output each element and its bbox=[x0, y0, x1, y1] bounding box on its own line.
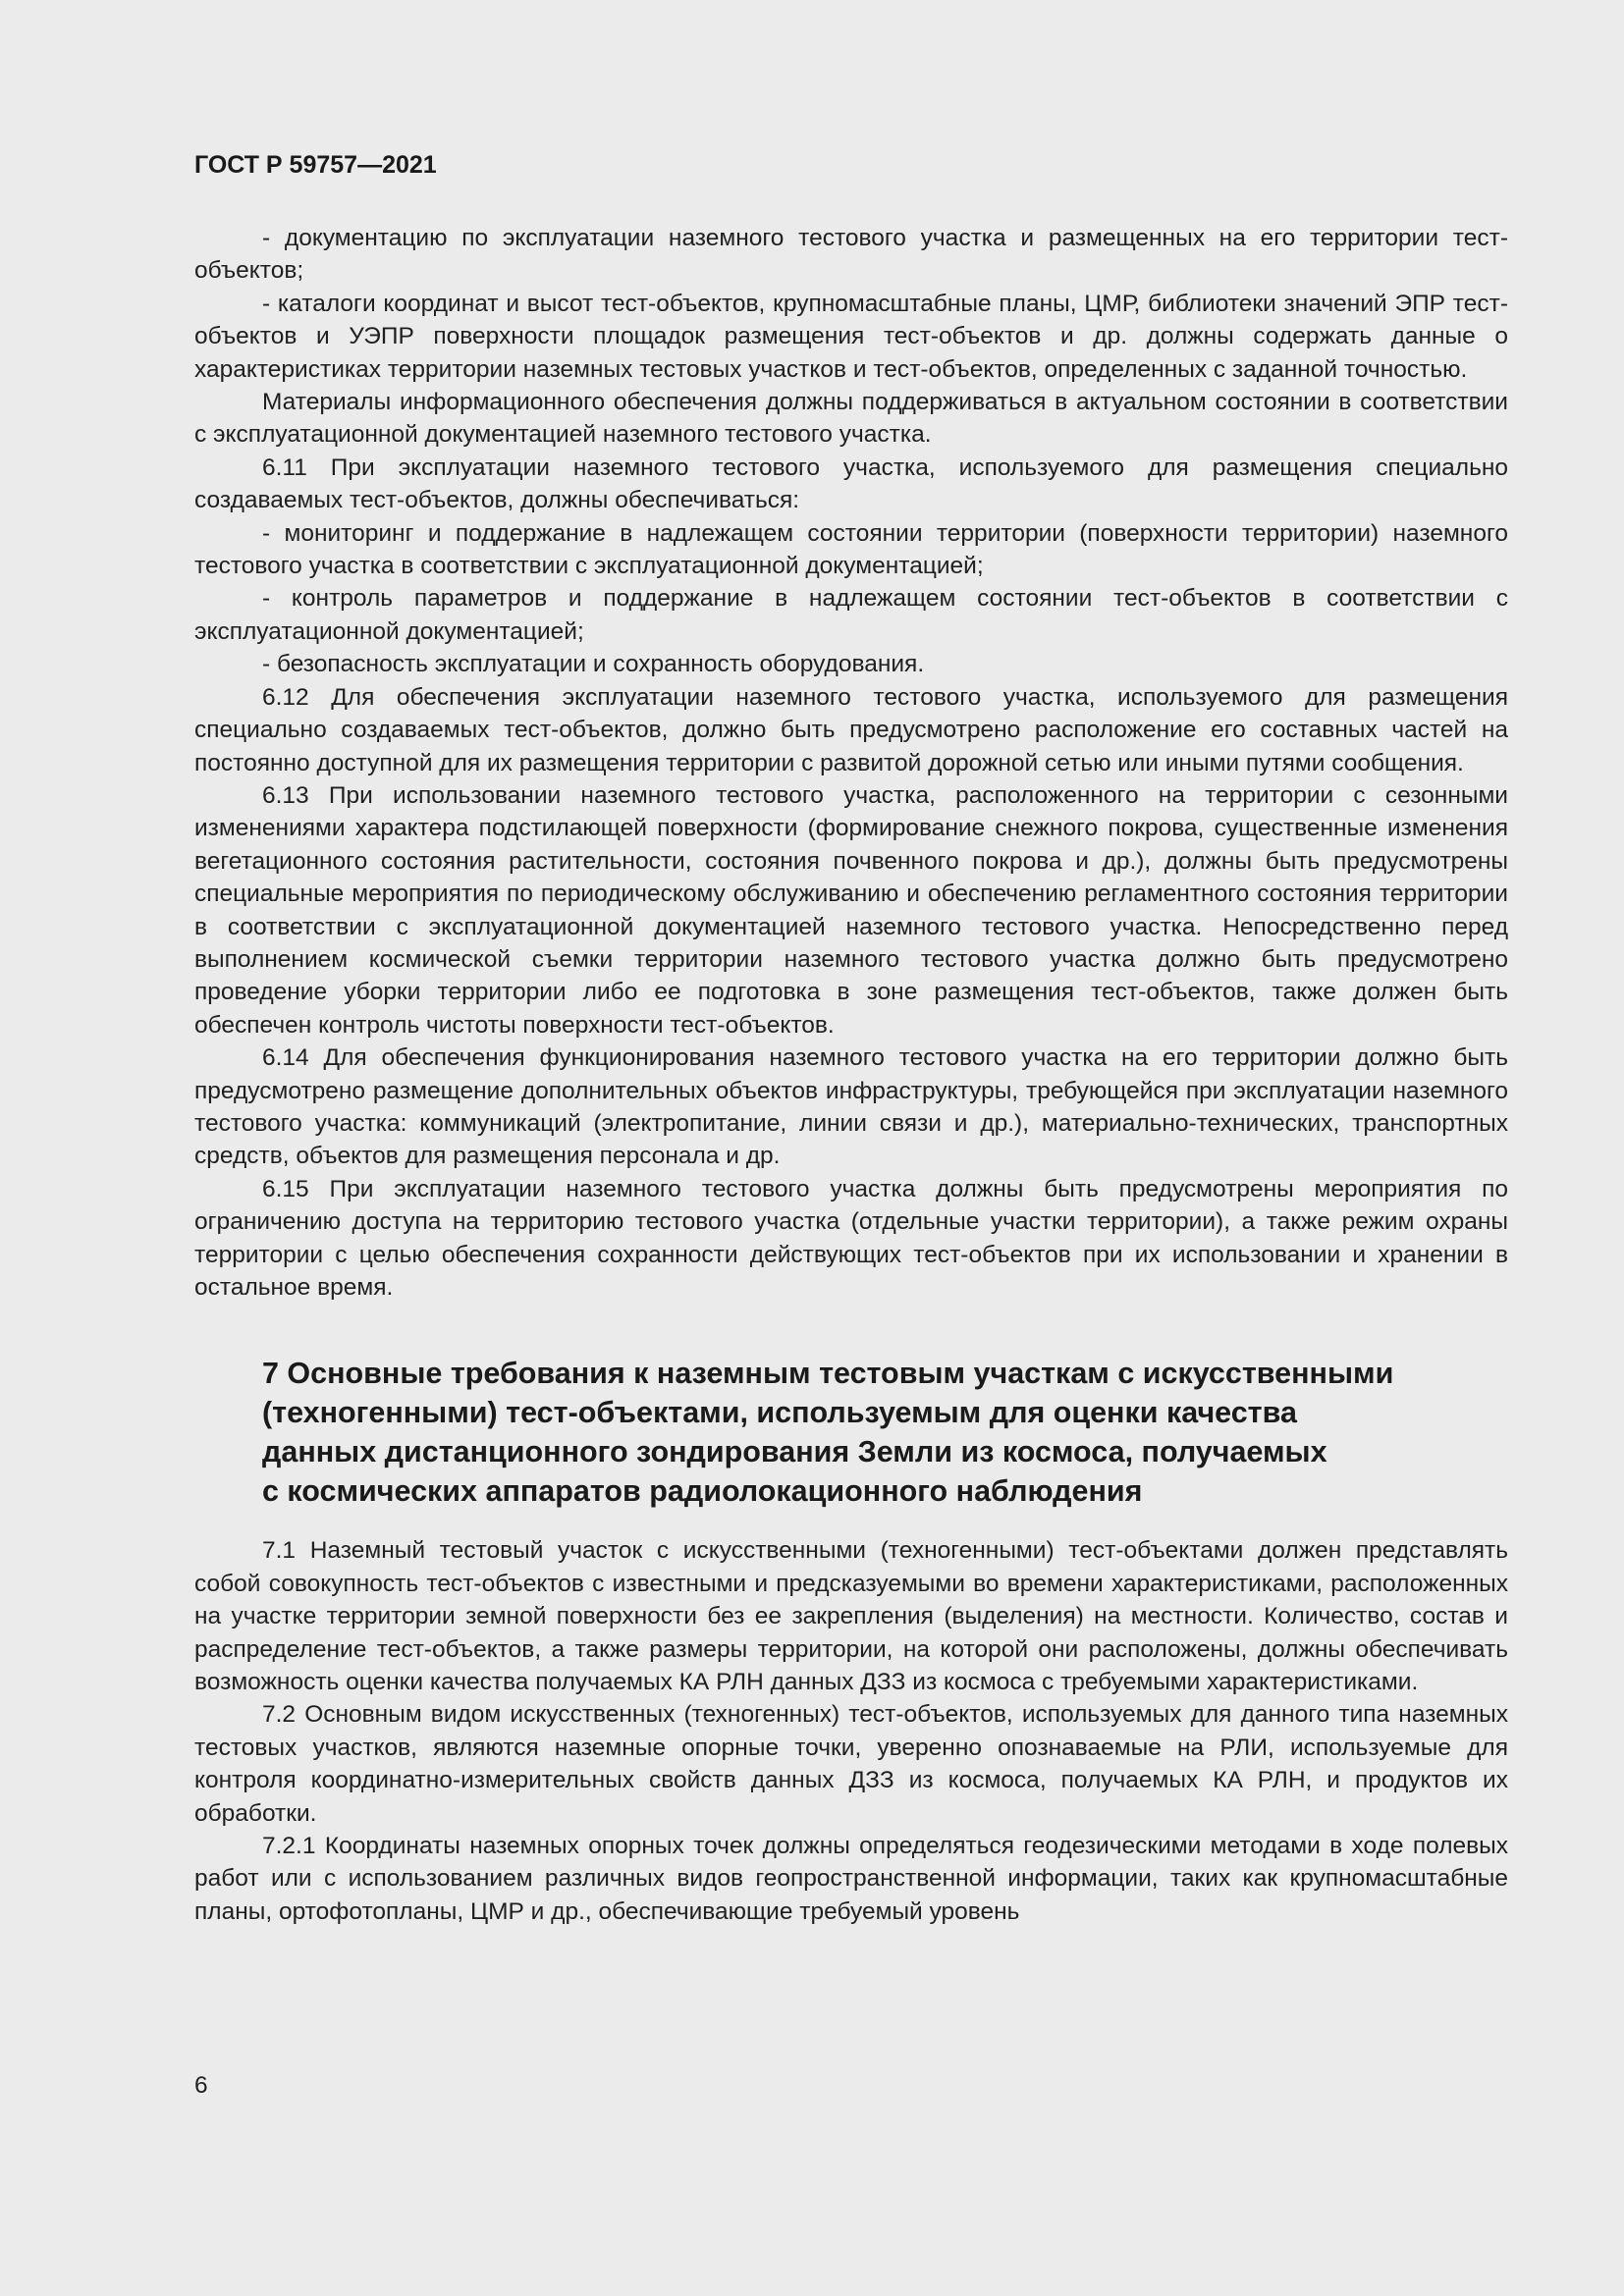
section-heading-line: данных дистанционного зондирования Земли из космоса, получаемых bbox=[262, 1435, 1327, 1469]
paragraph: 6.13 При использовании наземного тестового участка, расположенного на территории с сезонными изменениями характера подстилающей поверхности (формирование снежного покрова, существенные изменения вегетационного состояния растительности, состояния почвенного покрова и др.), должны быть предусмотрены специальные мероприятия по периодическому обслуживанию и обеспечению регламентного состояния территории в соответствии с эксплуатационной документацией наземного тестового участка. Непосредственно перед выполнением космической съемки территории наземного тестового участка должно быть предусмотрено проведение уборки территории либо ее подготовка в зоне размещения тест-объектов, также должен быть обеспечен контроль чистоты поверхности тест-объектов. bbox=[194, 781, 1508, 1039]
section-heading-line: с космических аппаратов радиолокационного наблюдения bbox=[262, 1474, 1143, 1509]
document-page bbox=[194, 145, 1508, 1928]
paragraph: 6.11 При эксплуатации наземного тестового участка, используемого для размещения специально создаваемых тест-объектов, должны обеспечиваться: bbox=[194, 454, 1508, 514]
section-heading-line: (техногенными) тест-объектами, используемым для оценки качества bbox=[262, 1396, 1297, 1430]
paragraph: 6.12 Для обеспечения эксплуатации наземного тестового участка, используемого для размещения специально создаваемых тест-объектов, должно быть предусмотрено расположение его составных частей на постоянно доступной для их размещения территории с развитой дорожной сетью или иными путями сообщения. bbox=[194, 683, 1508, 776]
page-number: 6 bbox=[194, 2072, 208, 2099]
paragraph: 7.1 Наземный тестовый участок с искусственными (техногенными) тест-объектами должен представлять собой совокупность тест-объектов с известными и предсказуемыми во времени характеристиками, расположенных на участке территории земной поверхности без ее закрепления (выделения) на местности. Количество, состав и распределение тест-объектов, а также размеры территории, на которой они расположены, должны обеспечивать возможность оценки качества получаемых КА РЛН данных ДЗЗ из космоса с требуемыми характеристиками. bbox=[194, 1537, 1508, 1696]
paragraph: 7.2 Основным видом искусственных (техногенных) тест-объектов, используемых для данного типа наземных тестовых участков, являются наземные опорные точки, уверенно опознаваемые на РЛИ, используемые для контроля координатно-измерительных свойств данных ДЗЗ из космоса, получаемых КА РЛН, и продуктов их обработки. bbox=[194, 1701, 1508, 1827]
paragraph: 7.2.1 Координаты наземных опорных точек должны определяться геодезическими методами в ходе полевых работ или с использованием различных видов геопространственной информации, таких как крупномасштабные планы, ортофотопланы, ЦМР и др., обеспечивающие требуемый уровень bbox=[194, 1833, 1508, 1925]
section-heading bbox=[262, 1354, 1508, 1511]
paragraph: - документацию по эксплуатации наземного тестового участка и размещенных на его территории тест-объектов; bbox=[194, 225, 1508, 285]
paragraph: - мониторинг и поддержание в надлежащем состоянии территории (поверхности территории) наземного тестового участка в соответствии с эксплуатационной документацией; bbox=[194, 519, 1508, 580]
paragraph: 6.15 При эксплуатации наземного тестового участка должны быть предусмотрены мероприятия по ограничению доступа на территорию тестового участка (отдельные участки территории), а также режим охраны территории с целью обеспечения сохранности действующих тест-объектов при их использовании и хранении в остальное время. bbox=[194, 1175, 1508, 1301]
paragraph: - контроль параметров и поддержание в надлежащем состоянии тест-объектов в соответствии с эксплуатационной документацией; bbox=[194, 585, 1508, 645]
paragraph: - безопасность эксплуатации и сохранность оборудования. bbox=[262, 651, 925, 678]
paragraph: 6.14 Для обеспечения функционирования наземного тестового участка на его территории должно быть предусмотрено размещение дополнительных объектов инфраструктуры, требующейся при эксплуатации наземного тестового участка: коммуникаций (электропитание, линии связи и др.), материально-технических, транспортных средств, объектов для размещения персонала и др. bbox=[194, 1044, 1508, 1170]
document-code-header: ГОСТ Р 59757—2021 bbox=[194, 151, 437, 179]
paragraph: - каталоги координат и высот тест-объектов, крупномасштабные планы, ЦМР, библиотеки значений ЭПР тест-объектов и УЭПР поверхности площадок размещения тест-объектов и др. должны содержать данные о характеристиках территории наземных тестовых участков и тест-объектов, определенных с заданной точностью. bbox=[194, 290, 1508, 383]
section-heading-line: 7 Основные требования к наземным тестовым участкам с искусственными bbox=[262, 1357, 1394, 1391]
paragraph: Материалы информационного обеспечения должны поддерживаться в актуальном состоянии в соответствии с эксплуатационной документацией наземного тестового участка. bbox=[194, 389, 1508, 449]
